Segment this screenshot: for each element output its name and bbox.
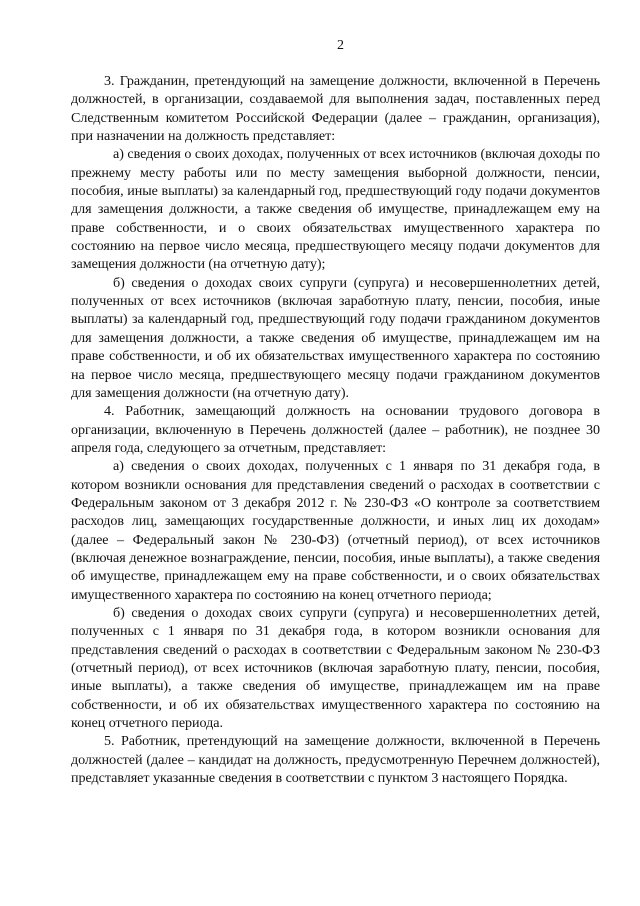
paragraph-3a: а) сведения о своих доходах, полученных от всех источников (включая доходы по прежнему месту работы или по месту замещения выборной должности, пенсии, пособия, иные выплаты) за календарный год, предшествующий году подачи документов для замещения должности, а также сведения об имуществе, принадлежащем ему на праве собственности, и о своих обязательствах имущественного характера по состоянию на первое число месяца, предшествующего месяцу подачи документов для замещения должности (на отчетную дату);: [71, 146, 600, 273]
paragraph-3b: б) сведения о доходах своих супруги (супруга) и несовершеннолетних детей, полученных от всех источников (включая заработную плату, пенсии, пособия, иные выплаты) за календарный год, предшествующий году подачи гражданином документов для замещения должности, а также сведения об имуществе, принадлежащем им на праве собственности, и об их обязательствах имущественного характера по состоянию на первое число месяца, предшествующего месяцу подачи гражданином документов для замещения должности (на отчетную дату).: [71, 274, 600, 401]
paragraph-4: 4. Работник, замещающий должность на основании трудового договора в организации, включенную в Перечень должностей (далее – работник), не позднее 30 апреля года, следующего за отчетным, представляет:: [71, 403, 600, 456]
paragraph-5: 5. Работник, претендующий на замещение должности, включенной в Перечень должностей (далее – кандидат на должность, предусмотренную Перечнем должностей), представляет указанные сведения в соответствии с пунктом 3 настоящего Порядка.: [71, 733, 600, 787]
page-number: 2: [337, 38, 344, 53]
paragraph-4a: а) сведения о своих доходах, полученных с 1 января по 31 декабря года, в котором возникли основания для представления сведений о расходах в соответствии с Федеральным законом от 3 декабря 2012 г. № 230-ФЗ «О контроле за соответствием расходов лиц, замещающих государственные должности, и иных лиц их доходам» (далее – Федеральный закон № 230-ФЗ) (отчетный период), от всех источников (включая денежное вознаграждение, пенсии, пособия, иные выплаты), а также сведения об имуществе, принадлежащем ему на праве собственности, и о своих обязательствах имущественного характера по состоянию на конец отчетного периода;: [71, 458, 600, 603]
paragraph-3: 3. Гражданин, претендующий на замещение должности, включенной в Перечень должностей, в организации, создаваемой для выполнения задач, поставленных перед Следственным комитетом Российской Федерации (далее – гражданин, организация), при назначении на должность представляет:: [71, 73, 600, 145]
paragraph-4b: б) сведения о доходах своих супруги (супруга) и несовершеннолетних детей, полученных с 1 января по 31 декабря года, в котором возникли основания для представления сведений о расходах в соответствии с Федеральным законом № 230-ФЗ (отчетный период), от всех источников (включая заработную плату, пенсии, пособия, иные выплаты), а также сведения об имуществе, принадлежащем им на праве собственности, и об их обязательствах имущественного характера по состоянию на конец отчетного периода.: [71, 604, 600, 732]
